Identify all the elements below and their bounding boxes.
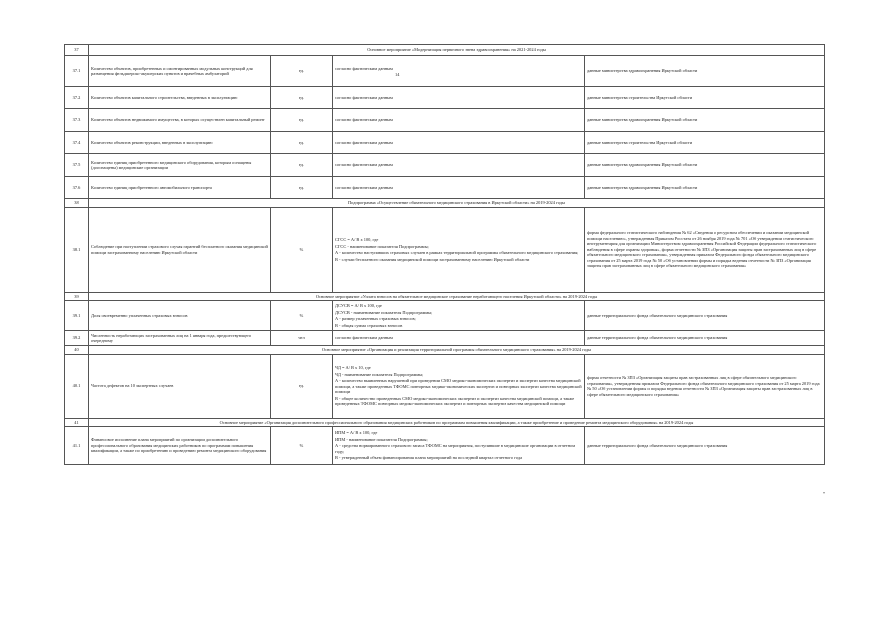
section-title: Основное мероприятие «Уплата взносов на обязательное медицинское страхование неработающего населения Иркутской области» на 2019-2024 годы	[89, 292, 825, 301]
method-line: согласно фактическим данным	[335, 65, 393, 71]
unit-of-measure: ед.	[271, 109, 333, 132]
section-title: Основное мероприятие «Организация дополнительного профессионального образования медицинских работников по программам повышения квалификации, а также приобретение и проведение ремонта медицинского оборудования» на 2019-2024 годы	[89, 418, 825, 427]
row-number: 37.5	[65, 154, 89, 177]
indicator-row	[65, 331, 825, 346]
row-number: 39	[65, 292, 89, 301]
row-number: 37	[65, 45, 89, 56]
calculation-method	[333, 87, 585, 109]
row-number: 39.1	[65, 301, 89, 331]
indicator-row	[65, 56, 825, 87]
calculation-method	[333, 177, 585, 199]
method-line: А - количество наступивших страховых случаев в рамках территориальной программы обязательного медицинского страхования;	[335, 250, 579, 255]
method-line: В - случаи бесплатного оказания медицинской помощи застрахованному населению Иркутской области	[335, 256, 530, 262]
indicator-name: Количество объектов реконструкции, введенных в эксплуатацию	[89, 132, 271, 154]
data-source: данные министерства строительства Иркутской области	[585, 132, 825, 154]
indicator-row	[65, 177, 825, 199]
indicator-name: Частота дефектов на 10 экспертных случаев	[89, 354, 271, 418]
calculation-method	[333, 301, 585, 331]
indicators-table	[64, 44, 825, 465]
indicator-name: Соблюдение при наступлении страхового случая гарантий бесплатного оказания медицинской помощи застрахованному населению Иркутской области	[89, 207, 271, 292]
unit-of-measure: %	[271, 301, 333, 331]
method-line: СГСС - наименование показателя Подпрограммы;	[335, 243, 429, 249]
section-row	[65, 199, 825, 208]
method-line: согласно фактическим данным	[335, 117, 393, 123]
indicator-row	[65, 154, 825, 177]
row-number: 37.4	[65, 132, 89, 154]
method-line: В - утвержденный объем финансирования плана мероприятий на последний квартал отчетного года	[335, 455, 523, 461]
stray-number: 14	[395, 72, 400, 77]
data-source: данные территориального фонда обязательного медицинского страхования	[585, 301, 825, 331]
row-number: 41.1	[65, 427, 89, 465]
row-number: 38	[65, 199, 89, 208]
method-line: ЧД - наименование показателя Подпрограммы;	[335, 371, 424, 377]
indicator-row	[65, 132, 825, 154]
data-source: данные министерства здравоохранения Иркутской области	[585, 56, 825, 87]
calculation-method	[333, 109, 585, 132]
unit-of-measure: ед.	[271, 154, 333, 177]
row-number: 41	[65, 418, 89, 427]
indicator-row	[65, 354, 825, 418]
method-line: согласно фактическим данным	[335, 184, 393, 190]
method-line: А - средства нормированного страхового запаса ТФОМС на мероприятия, поступившие в медицинские организации в отчетном году;	[335, 443, 576, 454]
indicator-name: Количество объектов, приобретенных и смонтированных модульных конструкций для размещения фельдшерско-акушерских пунктов и врачебных амбулаторий	[89, 56, 271, 87]
indicator-name: Доля своевременно уплаченных страховых взносов	[89, 301, 271, 331]
method-line: СГСС = А/ В х 100, где	[335, 237, 379, 242]
section-row	[65, 292, 825, 301]
method-line: В - общее количество проведенных СМО медико-экономических экспертиз и экспертиз качества медицинской помощи, а также проведенных ТФОМС повторных медико-экономических экспертиз и повторных экспертиз качества медицинской помощи	[335, 395, 575, 407]
calculation-method	[333, 354, 585, 418]
indicator-row	[65, 207, 825, 292]
method-line: ИПМ = А/ В х 100, где	[335, 430, 378, 436]
calculation-method	[333, 154, 585, 177]
row-number: 37.2	[65, 87, 89, 109]
unit-of-measure: ед.	[271, 56, 333, 87]
method-line: ДСУСВ = А/ В х 100, где	[335, 303, 382, 308]
unit-of-measure: ед.	[271, 177, 333, 199]
section-row	[65, 346, 825, 355]
data-source: данные территориального фонда обязательного медицинского страхования	[585, 331, 825, 346]
section-title: Основное мероприятие «Модернизация первичного звена здравоохранения» на 2021-2024 годы	[89, 45, 825, 56]
indicator-row	[65, 301, 825, 331]
data-source: данные министерства строительства Иркутской области	[585, 87, 825, 109]
row-number: 39.2	[65, 331, 89, 346]
section-title: Основное мероприятие «Организация и реализация территориальной программы обязательного медицинского страхования» на 2019-2024 годы	[89, 346, 825, 355]
unit-of-measure: %	[271, 427, 333, 465]
indicator-name: Количество объектов капитального строительства, введенных в эксплуатацию	[89, 87, 271, 109]
method-line: ИПМ - наименование показателя Подпрограммы;	[335, 436, 428, 442]
data-source: форма федерального статистического наблюдения № 62 «Сведения о ресурсном обеспечении и оказании медицинской помощи населению», утвержденная Приказом Росстата от 26 ноября 2019 года № 701 «Об утверждении статистического инструментария для организации Министерством здравоохранения Российской Федерации федерального статистического наблюдения в сфере охраны здоровья», форма отчетности № ЗПЗ «Организация защиты прав застрахованных лиц в сфере обязательного медицинского страхования», утвержденная приказом Федерального фонда обязательного медицинского страхования от 25 марта 2019 года № 50 «Об установлении формы и порядка ведения отчетности № ЗПЗ «Организация защиты прав застрахованных лиц в сфере обязательного медицинского страхования»	[585, 207, 825, 292]
calculation-method	[333, 207, 585, 292]
row-number: 38.1	[65, 207, 89, 292]
row-number: 37.6	[65, 177, 89, 199]
method-line: согласно фактическим данным	[335, 94, 393, 100]
unit-of-measure: чел	[271, 331, 333, 346]
indicator-row	[65, 109, 825, 132]
indicator-name: Численность неработающих застрахованных лиц на 1 января года, предшествующего очередному	[89, 331, 271, 346]
calculation-method	[333, 427, 585, 465]
indicator-name: Количество единиц приобретенного автомобильного транспорта	[89, 177, 271, 199]
data-source: данные министерства здравоохранения Иркутской области	[585, 109, 825, 132]
row-number: 37.3	[65, 109, 89, 132]
row-number: 40.1	[65, 354, 89, 418]
indicator-name: Количество объектов недвижимого имущества, в которых осуществлен капитальный ремонт	[89, 109, 271, 132]
calculation-method	[333, 56, 585, 87]
unit-of-measure: ед.	[271, 87, 333, 109]
data-source: данные министерства здравоохранения Иркутской области	[585, 177, 825, 199]
indicator-name: Количество единиц приобретенного медицинского оборудования, которым оснащены (дооснащены) медицинские организации	[89, 154, 271, 177]
method-line: А - количество выявленных нарушений при проведении СМО медико-экономических экспертиз и экспертиз качества медицинской помощи, а также проведенных ТФОМС повторных медико-экономических экспертиз и повторных экспертиз качества медицинской помощи	[335, 378, 582, 395]
data-source: данные министерства здравоохранения Иркутской области	[585, 154, 825, 177]
method-line: В - общая сумма страховых взносов	[335, 322, 403, 328]
section-row	[65, 45, 825, 56]
method-line: согласно фактическим данным	[335, 162, 393, 168]
method-line: согласно фактическим данным	[335, 139, 393, 145]
indicator-row	[65, 87, 825, 109]
method-line: согласно фактическим данным	[335, 335, 393, 341]
section-title: Подпрограмма «Осуществление обязательного медицинского страхования в Иркутской области» на 2019-2024 годы	[89, 199, 825, 208]
method-line: ДСУСВ - наименование показателя Подпрограммы;	[335, 309, 433, 315]
unit-of-measure: ед.	[271, 132, 333, 154]
row-number: 37.1	[65, 56, 89, 87]
indicator-row	[65, 427, 825, 465]
data-source: данные территориального фонда обязательного медицинского страхования	[585, 427, 825, 465]
data-source: форма отчетности № ЗПЗ «Организация защиты прав застрахованных лиц в сфере обязательного медицинского страхования», утвержденная приказом Федерального фонда обязательного медицинского страхования от 25 марта 2019 года № 50 «Об установлении формы и порядка ведения отчетности № ЗПЗ «Организация защиты прав застрахованных лиц в сфере обязательного медицинского страхования»	[585, 354, 825, 418]
edge-mark: *	[823, 491, 825, 496]
method-line: А - размер уплаченных страховых взносов;	[335, 316, 416, 321]
indicator-name: Финансовое исполнение плана мероприятий по организации дополнительного профессионального образования медицинских работников по программам повышения квалификации, а также по приобретению и проведению ремонта медицинского оборудования	[89, 427, 271, 465]
calculation-method	[333, 331, 585, 346]
indicators-table-body	[65, 45, 825, 465]
unit-of-measure: %	[271, 207, 333, 292]
row-number: 40	[65, 346, 89, 355]
calculation-method	[333, 132, 585, 154]
method-line: ЧД = А/ В х 10, где	[335, 365, 371, 371]
unit-of-measure: ед.	[271, 354, 333, 418]
section-row	[65, 418, 825, 427]
